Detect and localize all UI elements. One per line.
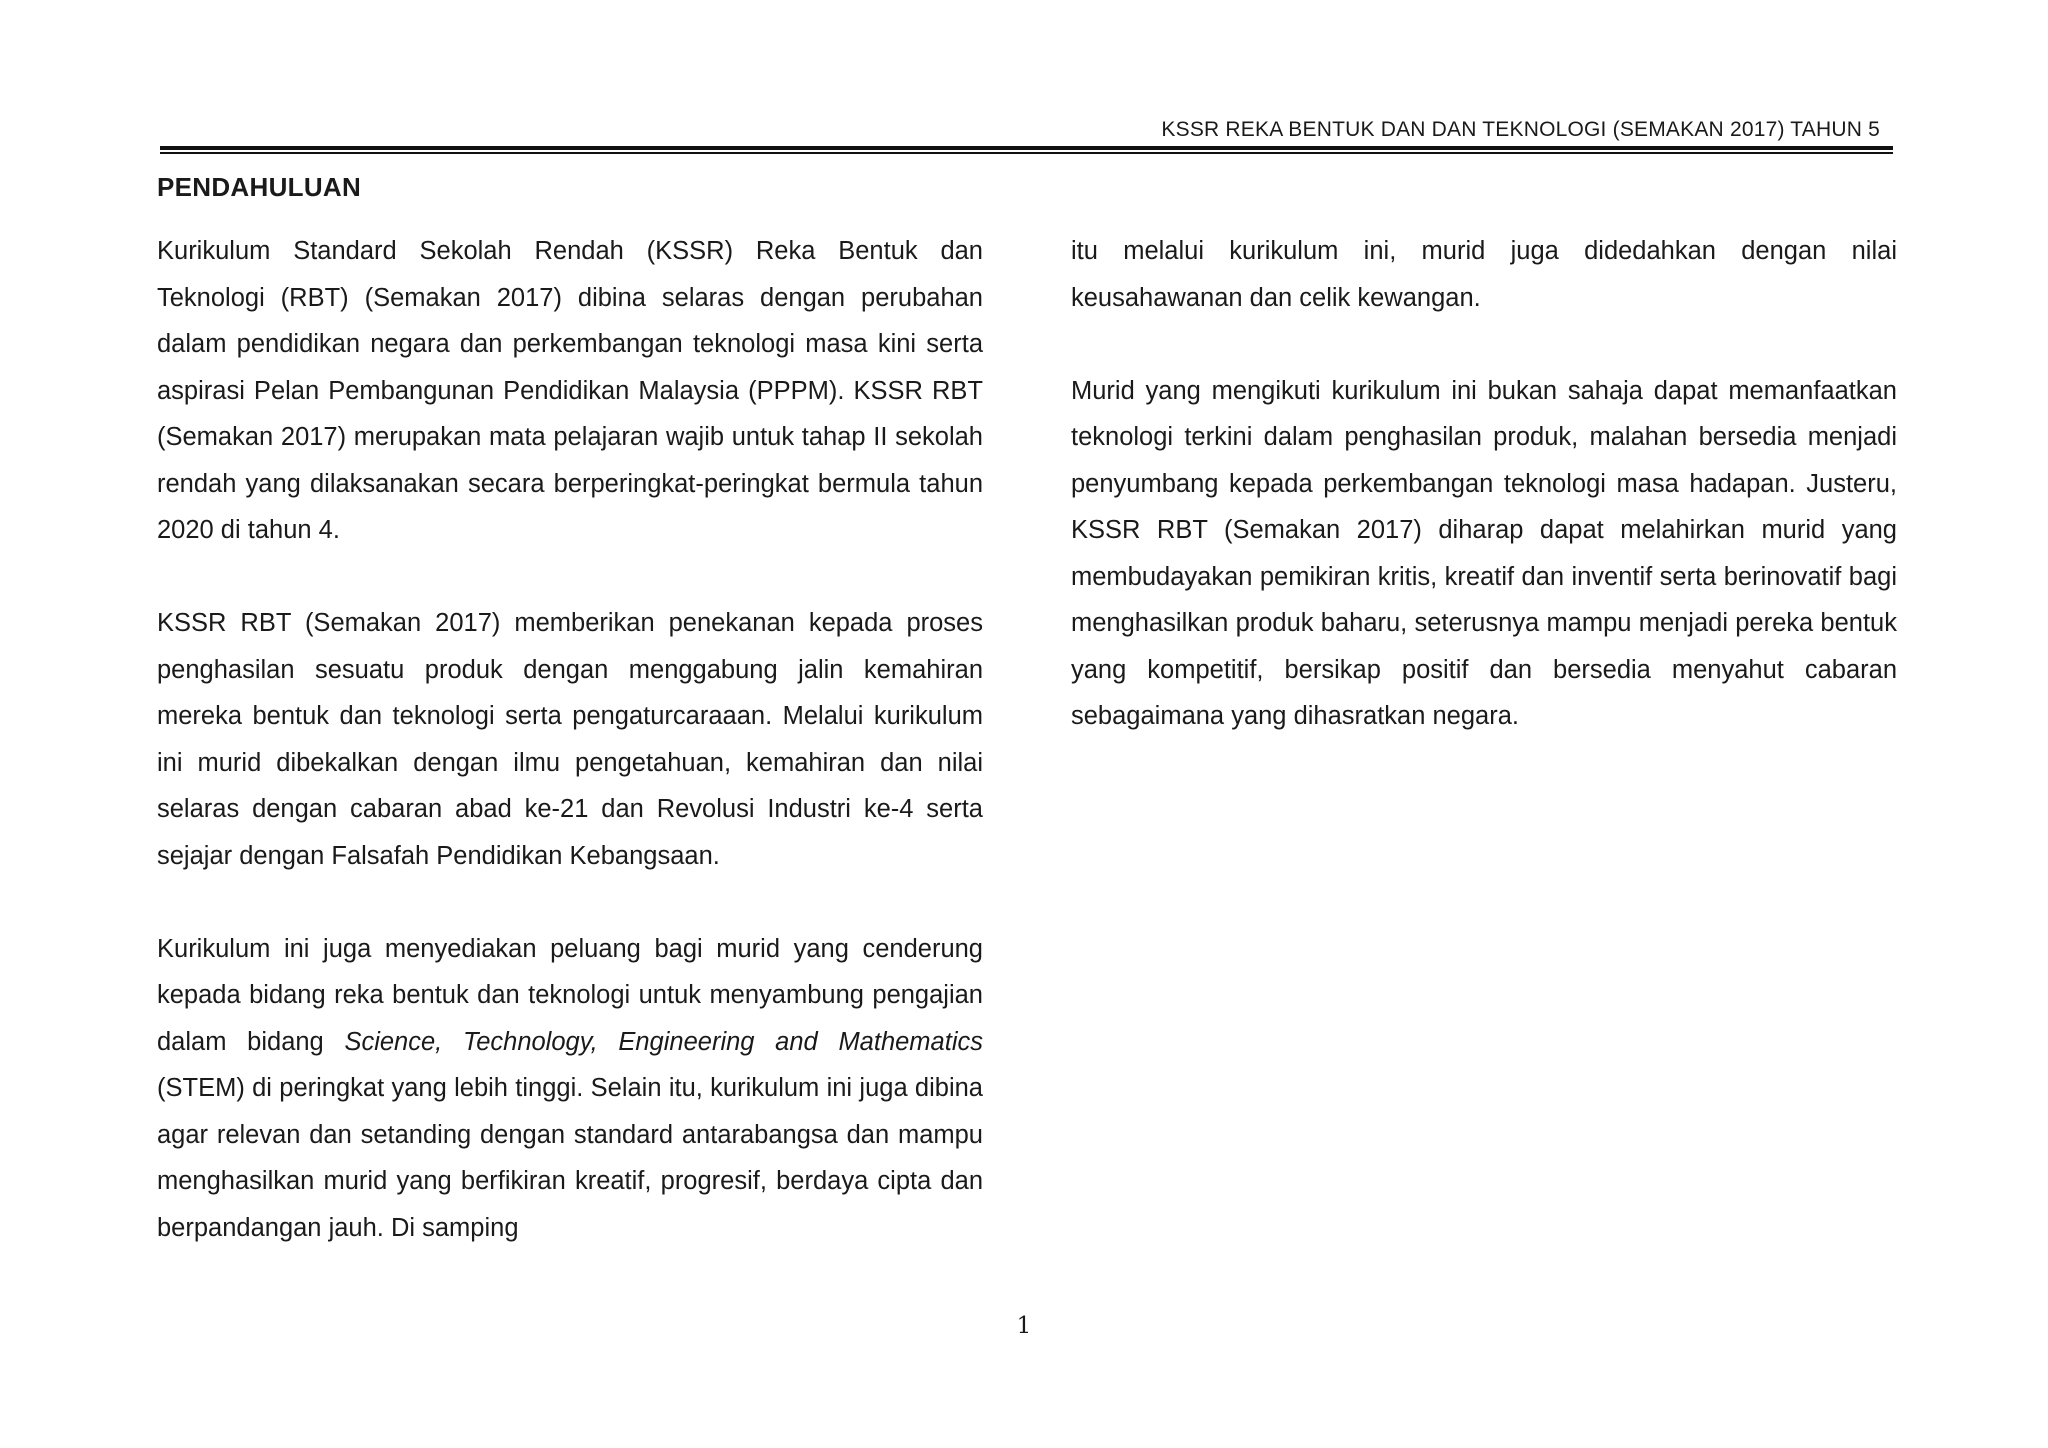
paragraph-stem-part1: Kurikulum ini juga menyediakan peluang bagi murid yang cenderung kepada bidang reka bentuk dan teknologi untuk menyambung pengajian dalam bidang xyxy=(157,934,983,1056)
paragraph-intro: Kurikulum Standard Sekolah Rendah (KSSR) Reka Bentuk dan Teknologi (RBT) (Semakan 2017) dibina selaras dengan perubahan dalam pendidikan negara dan perkembangan teknologi masa kini serta aspirasi Pelan Pembangunan Pendidikan Malaysia (PPPM). KSSR RBT (Semakan 2017) merupakan mata pelajaran wajib untuk tahap II sekolah rendah yang dilaksanakan secara berperingkat-peringkat bermula tahun 2020 di tahun 4. xyxy=(157,237,983,544)
running-header: KSSR REKA BENTUK DAN DAN TEKNOLOGI (SEMAKAN 2017) TAHUN 5 xyxy=(1161,118,1880,141)
paragraph-continuation: itu melalui kurikulum ini, murid juga didedahkan dengan nilai keusahawanan dan celik kewangan. xyxy=(1071,237,1897,312)
right-column xyxy=(1071,228,1897,740)
paragraph-emphasis: KSSR RBT (Semakan 2017) memberikan penekanan kepada proses penghasilan sesuatu produk dengan menggabung jalin kemahiran mereka bentuk dan teknologi serta pengaturcaraaan. Melalui kurikulum ini murid dibekalkan dengan ilmu pengetahuan, kemahiran dan nilai selaras dengan cabaran abad ke-21 dan Revolusi Industri ke-4 serta sejajar dengan Falsafah Pendidikan Kebangsaan. xyxy=(157,609,983,870)
section-title: PENDAHULUAN xyxy=(157,172,362,202)
header-rule xyxy=(160,146,1893,156)
header-rule-thin xyxy=(160,152,1893,154)
paragraph-stem-part2: (STEM) di peringkat yang lebih tinggi. Selain itu, kurikulum ini juga dibina agar relevan dan setanding dengan standard antarabangsa dan mampu menghasilkan murid yang berfikiran kreatif, progresif, berdaya cipta dan berpandangan jauh. Di samping xyxy=(157,1074,983,1242)
stem-italic-term: Science, Technology, Engineering and Mathematics xyxy=(344,1027,983,1056)
left-column xyxy=(157,228,983,1251)
paragraph-outcomes: Murid yang mengikuti kurikulum ini bukan sahaja dapat memanfaatkan teknologi terkini dalam penghasilan produk, malahan bersedia menjadi penyumbang kepada perkembangan teknologi masa hadapan. Justeru, KSSR RBT (Semakan 2017) diharap dapat melahirkan murid yang membudayakan pemikiran kritis, kreatif dan inventif serta berinovatif bagi menghasilkan produk baharu, seterusnya mampu menjadi pereka bentuk yang kompetitif, bersikap positif dan bersedia menyahut cabaran sebagaimana yang dihasratkan negara. xyxy=(1071,376,1897,730)
paragraph-stem xyxy=(157,926,983,1252)
header-rule-thick xyxy=(160,146,1893,150)
page-number: 1 xyxy=(1016,1313,1032,1339)
